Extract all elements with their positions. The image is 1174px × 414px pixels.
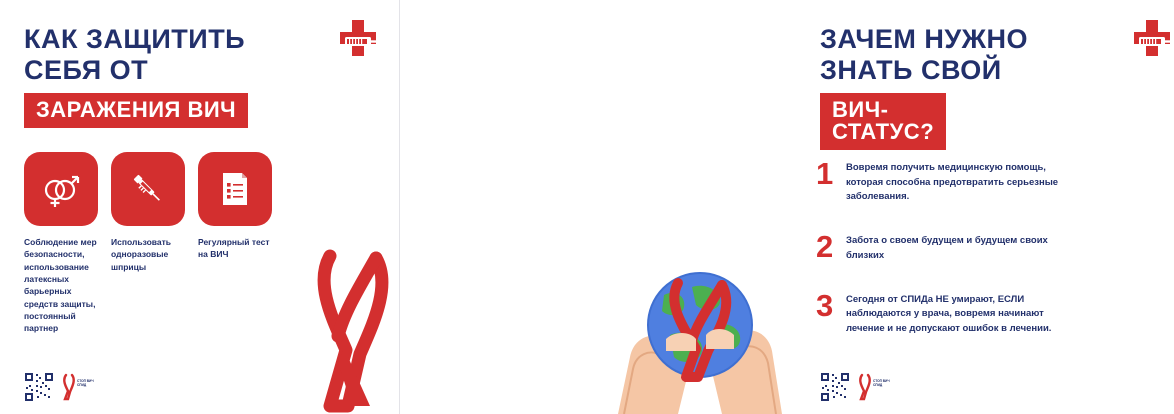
logo-text: СТОП ВИЧ СПИД xyxy=(873,379,890,388)
syringe-icon xyxy=(125,166,171,212)
list-item-number: 3 xyxy=(816,287,834,323)
logo-text: СТОП ВИЧ СПИД xyxy=(77,379,94,388)
mini-ribbon-icon xyxy=(858,374,872,400)
left-heading-band: ЗАРАЖЕНИЯ ВИЧ xyxy=(24,93,248,128)
list-item xyxy=(816,231,1156,263)
stop-hiv-aids-logo xyxy=(858,374,890,400)
medical-cross-syringe-icon xyxy=(336,18,380,62)
prevention-cards xyxy=(24,152,272,335)
list-item-number: 2 xyxy=(816,229,834,265)
card-caption: Соблюдение мер безопасности, использование латексных барьерных средств защиты, постоянный партнер xyxy=(24,237,97,334)
card-regular-test xyxy=(198,152,272,335)
mini-ribbon-icon xyxy=(62,374,76,400)
list-item-text: Вовремя получить медицинскую помощь, которая способна предотвратить серьезные заболевания. xyxy=(846,162,1059,203)
left-footer xyxy=(24,372,94,402)
benefits-list xyxy=(816,158,1156,363)
red-awareness-ribbon-icon xyxy=(300,250,410,410)
card-tile xyxy=(24,152,98,226)
qr-code-icon xyxy=(24,372,54,402)
card-single-use-syringe xyxy=(111,152,185,335)
list-item-text: Сегодня от СПИДа НЕ умирают, ЕСЛИ наблюдаются у врача, вовремя начинают лечение и не допускают ошибок в лечении. xyxy=(846,293,1052,335)
card-caption: Использовать одноразовые шприцы xyxy=(111,237,172,272)
test-document-icon xyxy=(212,166,258,212)
stop-hiv-aids-logo xyxy=(62,374,94,400)
list-item-text: Забота о своем будущем и будущем своих близких xyxy=(846,235,1048,261)
hands-holding-globe-icon xyxy=(600,239,800,414)
card-tile xyxy=(111,152,185,226)
left-heading: КАК ЗАЩИТИТЬ СЕБЯ ОТ xyxy=(24,24,246,85)
list-item xyxy=(816,287,1156,337)
qr-code-icon xyxy=(820,372,850,402)
medical-cross-syringe-icon xyxy=(1130,18,1174,62)
gender-symbols-icon xyxy=(38,166,84,212)
left-panel xyxy=(0,0,400,414)
list-item-number: 1 xyxy=(816,156,834,191)
panel-divider xyxy=(399,0,400,414)
card-caption: Регулярный тест на ВИЧ xyxy=(198,237,270,260)
card-tile xyxy=(198,152,272,226)
list-item xyxy=(816,158,1156,205)
card-safe-sex xyxy=(24,152,98,335)
right-panel xyxy=(400,0,1059,414)
right-heading: ЗАЧЕМ НУЖНО ЗНАТЬ СВОЙ xyxy=(820,24,1029,85)
right-heading-band: ВИЧ-СТАТУС? xyxy=(820,93,946,150)
right-footer xyxy=(820,372,890,402)
